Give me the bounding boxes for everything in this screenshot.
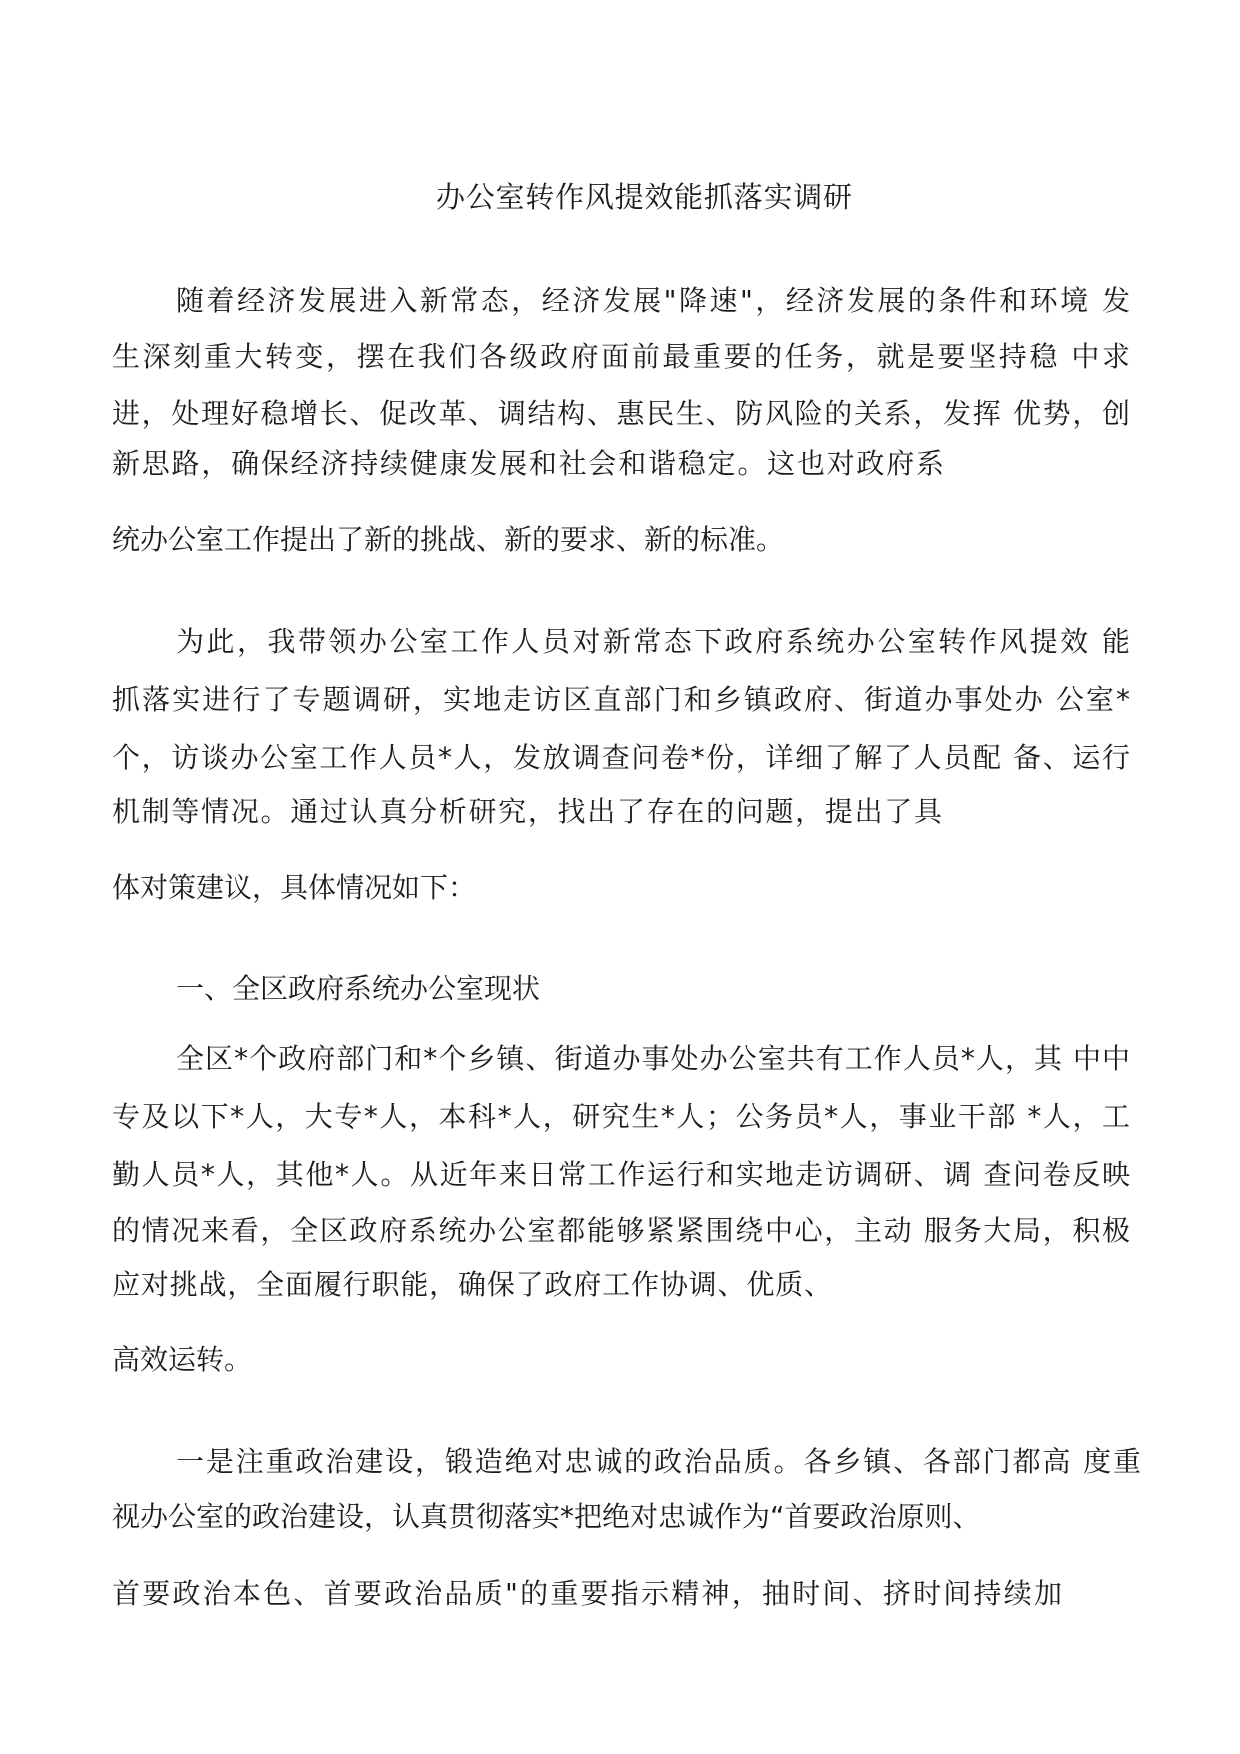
paragraph-line: 一是注重政治建设，锻造绝对忠诚的政治品质。各乡镇、各部门都高 度重 [176,1445,1141,1478]
paragraph-line: 为此，我带领办公室工作人员对新常态下政府系统办公室转作风提效 能 [176,625,1130,658]
paragraph-line: 个，访谈办公室工作人员*人，发放调查问卷*份，详细了解了人员配 备、运行 [112,741,1130,774]
paragraph-line: 机制等情况。通过认真分析研究，找出了存在的问题，提出了具 [112,795,942,828]
document-title: 办公室转作风提效能抓落实调研 [436,180,852,214]
paragraph-line: 随着经济发展进入新常态，经济发展"降速"，经济发展的条件和环境 发 [176,284,1130,317]
paragraph-line: 进，处理好稳增长、促改革、调结构、惠民生、防风险的关系，发挥 优势，创 [112,397,1130,430]
paragraph-line: 统办公室工作提出了新的挑战、新的要求、新的标准。 [112,523,785,556]
paragraph-line: 视办公室的政治建设，认真贯彻落实*把绝对忠诚作为“首要政治原则、 [112,1500,981,1533]
paragraph-line: 高效运转。 [112,1343,253,1376]
paragraph-line: 应对挑战，全面履行职能，确保了政府工作协调、优质、 [112,1268,832,1301]
paragraph-line: 首要政治本色、首要政治品质"的重要指示精神，抽时间、挤时间持续加 [112,1577,1062,1610]
paragraph-line: 体对策建议，具体情况如下： [112,871,477,904]
paragraph-line: 专及以下*人，大专*人，本科*人，研究生*人；公务员*人，事业干部 *人，工 [112,1100,1130,1133]
paragraph-line: 勤人员*人，其他*人。从近年来日常工作运行和实地走访调研、调 查问卷反映 [112,1158,1130,1191]
paragraph-line: 的情况来看，全区政府系统办公室都能够紧紧围绕中心，主动 服务大局，积极 [112,1214,1130,1247]
paragraph-line: 抓落实进行了专题调研，实地走访区直部门和乡镇政府、街道办事处办 公室* [112,683,1130,716]
paragraph-line: 全区*个政府部门和*个乡镇、街道办事处办公室共有工作人员*人，其 中中 [176,1042,1130,1075]
paragraph-line: 新思路，确保经济持续健康发展和社会和谐稳定。这也对政府系 [112,447,944,480]
section-heading: 一、全区政府系统办公室现状 [176,972,541,1005]
paragraph-line: 生深刻重大转变，摆在我们各级政府面前最重要的任务，就是要坚持稳 中求 [112,340,1130,373]
